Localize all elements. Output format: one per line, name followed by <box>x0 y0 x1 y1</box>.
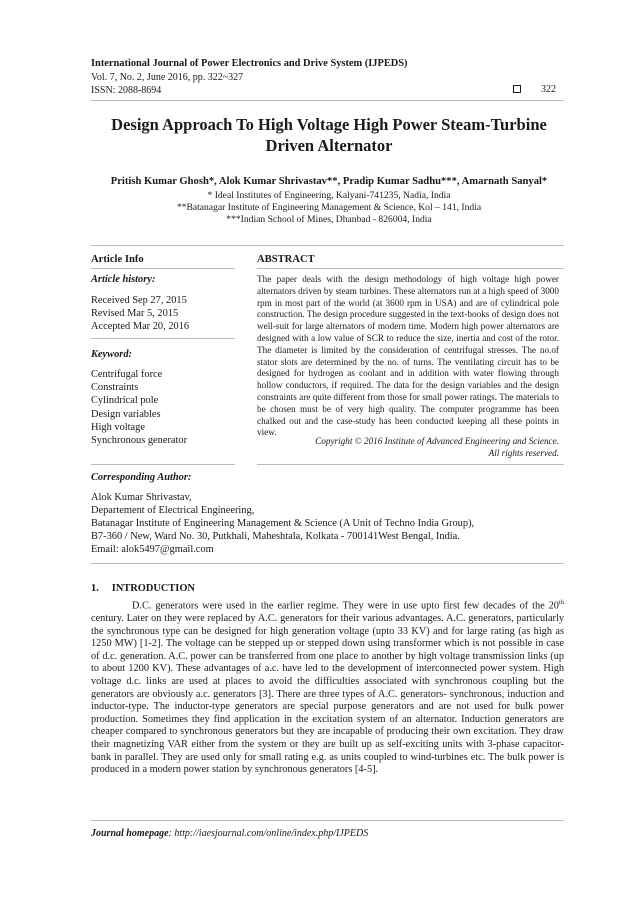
introduction-heading: 1. INTRODUCTION <box>91 583 195 594</box>
article-info-rule <box>91 268 235 269</box>
article-history-list <box>91 294 189 334</box>
header-divider <box>91 100 564 101</box>
square-bullet-icon <box>513 85 521 93</box>
copyright-notice <box>257 435 559 460</box>
abstract-text: The paper deals with the design methodology of high voltage high power alternators driven by steam turbines. These alternators run at a high speed of 3000 rpm in most part of the world (at 3600 rpm in USA) and are of cylindrical pole construction. The design procedure suggested in the text-books of design does not well-suit for large alternators of modern time. Modern high power alternators are designed with a low value of SCR to reduce the size, inertia and cost of the rotor. The diameter is limited by the consideration of centrifugal stresses. The no.of stator slots are determined by the no. of turns. The ventilating circuit has to be designed for hydrogen as coolant and in addition with water flowing through hollow conductors, if required. The data for the design variables and the design constraints are quite different from those for small power ratings. The materials to be chosen must be of very high quality. The computer programme has been chalked out and the case-study has been conducted keeping all these points in view. <box>257 274 559 438</box>
keyword-item: Cylindrical pole <box>91 395 159 407</box>
info-bottom-rule-right <box>257 464 564 465</box>
history-divider <box>91 338 235 339</box>
keyword-item: Constraints <box>91 382 139 394</box>
volume-line: Vol. 7, No. 2, June 2016, pp. 322~327 <box>91 72 244 83</box>
homepage-label: Journal homepage <box>91 828 169 839</box>
abstract-heading: ABSTRACT <box>257 254 315 265</box>
corresponding-author-heading: Corresponding Author: <box>91 472 192 483</box>
page-number: 322 <box>541 84 556 95</box>
homepage-url: : http://iaesjournal.com/online/index.php/IJPEDS <box>168 828 369 839</box>
keyword-item: Synchronous generator <box>91 435 188 447</box>
corresponding-divider <box>91 563 564 564</box>
affiliation-2: **Batanagar Institute of Engineering Management & Science, Kol – 141, India <box>176 202 482 213</box>
copyright-line-1: Copyright © 2016 Institute of Advanced Engineering and Science. <box>315 436 559 446</box>
history-revised: Revised Mar 5, 2015 <box>91 308 179 320</box>
copyright-line-2: All rights reserved. <box>488 448 559 459</box>
affiliation-3: ***Indian School of Mines, Dhanbad - 826004, India <box>226 214 432 225</box>
issn-line: ISSN: 2088-8694 <box>91 85 162 96</box>
intro-text-rest: century. Later on they were replaced by A.C. generators for their various advantages. A.C. generators, particularly the synchronous type can be designed for high generation voltage (upto 33 KV) and for large rating (as high as 1250 MW) [1-2]. The voltage can be stepped up or stepped down using transformer which is not possible in case of d.c. generation. A.C. power can be transferred from one place to another by high voltage transmission links (up to about 1200 KV). These advantages of a.c. have led to the development of interconnected power system. High voltage d.c. links are used at places to avoid the difficulties associated with synchronous coupling but the generators are obviously a.c. generators [3]. There are three types of A.C. generators- synchronous, induction and inductor-type. The inductor-type generators are special purpose generators and are not used for bulk power production. Sometimes they find application in the excitation system of an alternator. Induction generators are cheaper compared to synchronous generators but they are incapable of producing their own excitation. They draw their magnetizing VAR either from the system or they are built up as self-exciting units with 3-phase capacitor-bank in parallel. They are used only for small rating e.g. as units coupled to wind-turbines etc. The bulk power is produced in a modern power station by synchronous generators [4-5]. <box>91 613 564 776</box>
journal-title: International Journal of Power Electronics and Drive System (IJPEDS) <box>91 58 408 69</box>
journal-homepage <box>91 828 368 839</box>
corresponding-email: Email: alok5497@gmail.com <box>91 544 214 555</box>
article-history-heading: Article history: <box>91 274 156 285</box>
keyword-item: High voltage <box>91 421 145 433</box>
article-info-heading: Article Info <box>91 254 144 265</box>
keyword-item: Design variables <box>91 408 161 420</box>
abstract-heading-rule <box>257 268 564 269</box>
footer-divider <box>91 820 564 821</box>
intro-text-start: D.C. generators were used in the earlier regime. They were in use upto first few decades of the 20 <box>132 600 559 612</box>
keyword-list <box>91 368 187 447</box>
title-line-1: Design Approach To High Voltage High Power Steam-Turbine <box>111 115 547 134</box>
info-top-divider <box>91 245 564 246</box>
info-bottom-rule-left <box>91 464 235 465</box>
corresponding-department: Departement of Electrical Engineering, <box>91 505 255 516</box>
keyword-item: Centrifugal force <box>91 369 163 380</box>
corresponding-address: B7-360 / New, Ward No. 30, Putkhali, Maheshtala, Kolkata - 700141West Bengal, India. <box>91 531 460 542</box>
corresponding-name: Alok Kumar Shrivastav, <box>91 492 192 503</box>
paper-title <box>60 114 598 156</box>
introduction-body <box>91 597 564 777</box>
intro-superscript: th <box>558 599 564 606</box>
history-received: Received Sep 27, 2015 <box>91 295 187 306</box>
keyword-heading: Keyword: <box>91 349 132 360</box>
corresponding-institute: Batanagar Institute of Engineering Management & Science (A Unit of Techno India Group), <box>91 518 475 529</box>
title-line-2: Driven Alternator <box>265 136 393 155</box>
affiliation-1: * Ideal Institutes of Engineering, Kalyani-741235, Nadia, India <box>207 190 451 201</box>
author-list: Pritish Kumar Ghosh*, Alok Kumar Shrivastav**, Pradip Kumar Sadhu***, Amarnath Sanyal* <box>110 176 548 187</box>
history-accepted: Accepted Mar 20, 2016 <box>91 321 190 333</box>
